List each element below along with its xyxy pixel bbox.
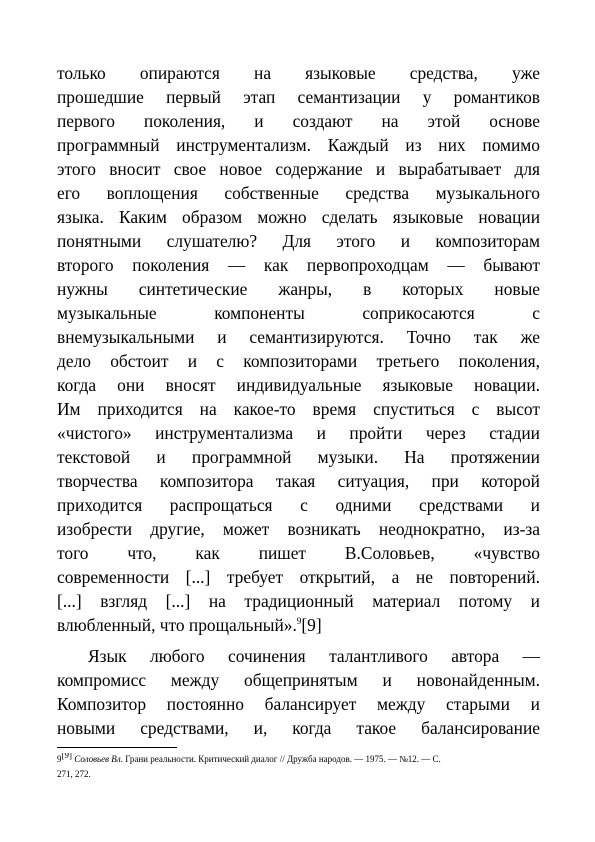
footnote-ref-superscript[interactable]: 9 [296,616,302,627]
paragraph-1-line: второго поколения — как первопроходцам — бывают [57,255,540,275]
paragraph-1-line: «чистого» инструментализма и пройти через стадии [57,423,540,443]
paragraph-1-line: программный инструментализм. Каждый из них помимо [57,135,540,155]
paragraph-1-line: прошедшие первый этап семантизации у романтиков [57,87,540,107]
paragraph-1-line: нужны синтетические жанры, в которых новые [57,279,540,299]
footnote-text-line-2: 271, 272. [57,769,91,779]
footnote-author: Соловьев Вл. [74,754,123,764]
paragraph-1-line: внемузыкальными и семантизируются. Точно так же [57,327,540,347]
paragraph-1-line: музыкальные компоненты соприкосаются с [57,303,540,323]
paragraph-1-line: приходится распрощаться с одними средствами и [57,495,540,515]
footnote-line-2 [57,768,540,781]
paragraph-1-line: изобрести другие, может возникать неоднократно, из-за [57,519,540,539]
paragraph-2-line: новыми средствами, и, когда такое балансирование [57,718,540,738]
paragraph-1-line: дело обстоит и с композиторами третьего поколения, [57,351,540,371]
footnote-text: Грани реальности. Критический диалог // Дружба народов. — 1975. — №12. — С. [122,754,441,764]
footnote-separator [57,747,177,748]
paragraph-2-first-line: Язык любого сочинения талантливого автора — [88,646,540,666]
paragraph-2-line: компромисс между общепринятым и новонайденным. [57,670,540,690]
paragraph-1-line: этого вносит свое новое содержание и вырабатывает для [57,159,540,179]
paragraph-2-line: Композитор постоянно балансирует между старыми и [57,694,540,714]
paragraph-1-line: его воплощения собственные средства музыкального [57,183,540,203]
paragraph-1-line: когда они вносят индивидуальные языковые новации. [57,375,540,395]
footnote [57,753,540,766]
paragraph-1-line: современности [...] требует открытий, а не повторений. [57,567,540,587]
paragraph-1-line: творчества композитора такая ситуация, при которой [57,471,540,491]
citation-reference: [9] [301,615,322,635]
footnote-marker-superscript: [9] [61,753,72,760]
paragraph-1-line: понятными слушателю? Для этого и композиторам [57,231,540,251]
paragraph-1-last-line [57,613,540,637]
paragraph-1-line: [...] взгляд [...] на традиционный материал потому и [57,591,540,611]
footnote-marker: 9 [57,754,62,764]
paragraph-1-line: Им приходится на какое-то время спуститься с высот [57,399,540,419]
paragraph-1-line: первого поколения, и создают на этой основе [57,111,540,131]
paragraph-1-last-line-text: влюбленный, что прощальный». [57,615,297,635]
paragraph-1-line: только опираются на языковые средства, уже [57,63,540,83]
paragraph-1-line: текстовой и программной музыки. На протяжении [57,447,540,467]
paragraph-1-line: того что, как пишет В.Соловьев, «чувство [57,543,540,563]
paragraph-1-line: языка. Каким образом можно сделать языковые новации [57,207,540,227]
